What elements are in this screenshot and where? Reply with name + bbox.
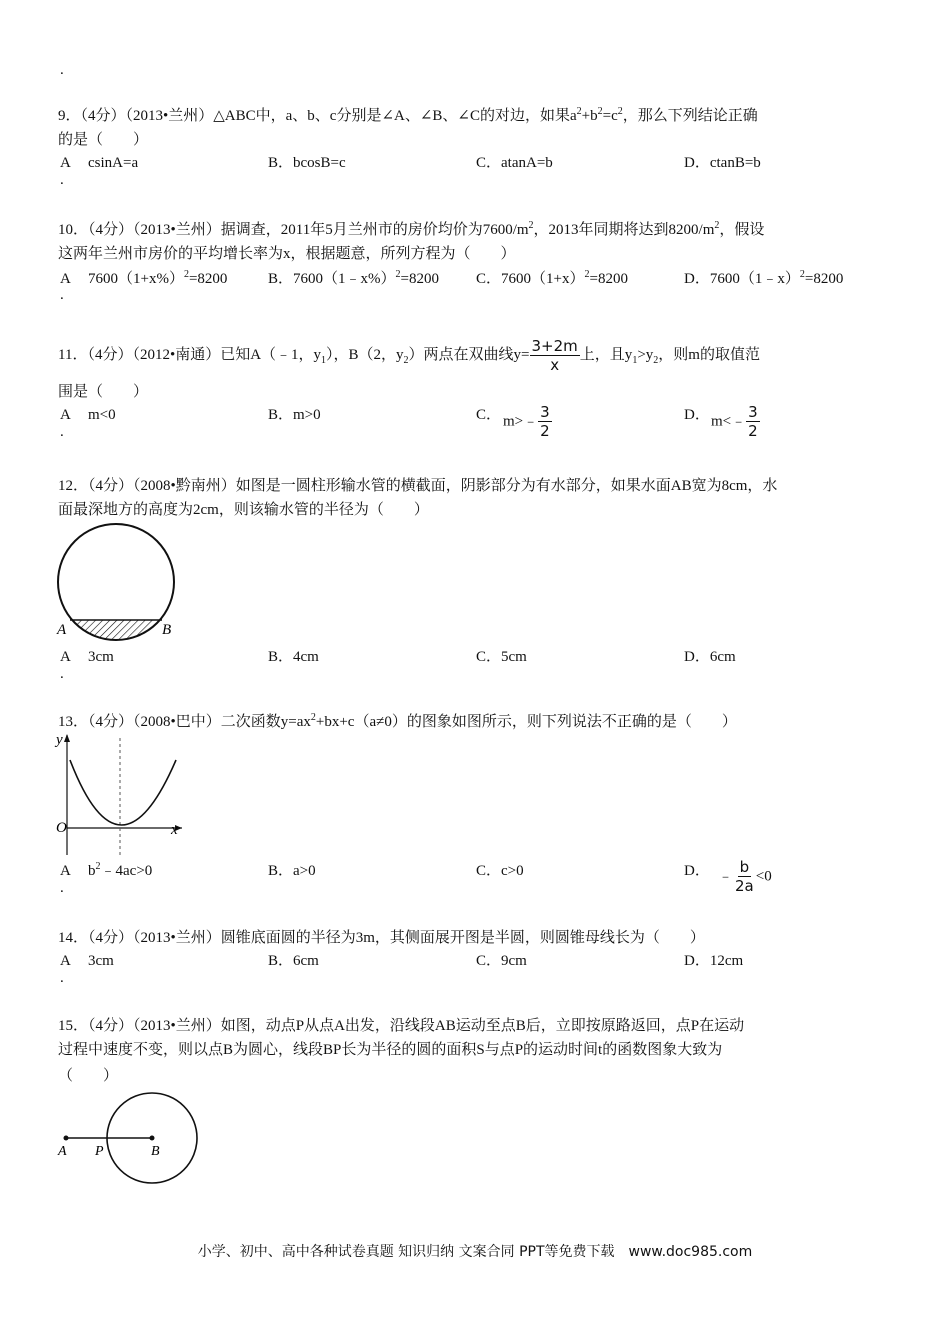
- q10-option-c[interactable]: C．$7600(1+x)^2=8200$: [476, 269, 628, 287]
- q12-fig-label-b: B: [162, 622, 172, 638]
- q10-line2: 这两年兰州市房价的平均增长率为x，根据题意，所列方程为（ ）: [58, 246, 516, 262]
- q11-line2: 围是（ ）: [58, 384, 149, 400]
- q10-option-d[interactable]: D．7600（1﹣x）$^2$=8200: [684, 269, 844, 287]
- q15-line3: （ ）: [58, 1068, 119, 1084]
- q10-option-b[interactable]: B．7600（1﹣x%）$^2$=8200: [268, 269, 439, 287]
- q13-option-c[interactable]: C．c>0: [476, 863, 524, 879]
- q15-circle-figure: [52, 1090, 202, 1190]
- q9-option-b[interactable]: B．bcosB=c: [268, 155, 346, 171]
- q13-parabola-figure: [52, 730, 192, 860]
- q15-line2: 过程中速度不变，则以点B为圆心，线段BP长为半径的圆的面积S与点P的运动时间t的函数图象大致为: [58, 1042, 723, 1058]
- q13-fig-label-o: O: [56, 820, 67, 836]
- q9-line2: 的是（ ）: [58, 132, 149, 148]
- q10-option-a[interactable]: A $7600(1+x\%)^2=8200$: [60, 269, 228, 287]
- q11-option-c[interactable]: C．: [476, 407, 502, 423]
- q9-option-c[interactable]: C．atanA=b: [476, 155, 553, 171]
- q12-option-d[interactable]: D．6cm: [684, 649, 736, 665]
- q14-option-b[interactable]: B．6cm: [268, 953, 319, 969]
- q13-fig-label-y: y: [56, 732, 63, 748]
- q12-dot: .: [60, 666, 64, 682]
- q11-line1: 11．（4分）（2012•南通）已知A（﹣1，$y_1$），B（2，$y_2$）两点在双曲线y= $\frac{3+2m}{x}$ 上，且$y_1>y_2$，则m的取值范: [58, 337, 760, 375]
- q12-option-c[interactable]: C．5cm: [476, 649, 527, 665]
- q15-fig-label-a: A: [58, 1144, 67, 1159]
- q10-line1: 10．（4分）（2013•兰州）据调查，2011年5月兰州市的房价均价为$7600/m^2$，2013年同期将达到$8200/m^2$，假设: [58, 220, 765, 238]
- footer-promo[interactable]: 小学、初中、高中各种试卷真题 知识归纳 文案合同 PPT等免费下载 www.doc985.com: [197, 1244, 753, 1260]
- q11-option-a[interactable]: A m<0: [60, 407, 116, 423]
- top-dot: .: [60, 62, 64, 78]
- q13-option-b[interactable]: B．a>0: [268, 863, 316, 879]
- q14-option-c[interactable]: C．9cm: [476, 953, 527, 969]
- q13-dot: .: [60, 880, 64, 896]
- q12-line1: 12．（4分）（2008•黔南州）如图是一圆柱形输水管的横截面，阴影部分为有水部分，如果水面AB宽为8cm，水: [58, 478, 778, 494]
- q15-line1: 15．（4分）（2013•兰州）如图，动点P从点A出发，沿线段AB运动至点B后，立即按原路返回，点P在运动: [58, 1018, 745, 1034]
- q12-fig-label-a: A: [57, 622, 67, 638]
- q9-option-a[interactable]: A csinA=a: [60, 155, 139, 171]
- q9-dot: .: [60, 172, 64, 188]
- q11-hyperbola-fraction: $\frac{3+2m}{x}$: [531, 337, 578, 375]
- q12-option-b[interactable]: B．4cm: [268, 649, 319, 665]
- q9-line1: 9．（4分）（2013•兰州）△ABC中，a、b、c分别是∠A、∠B、∠C的对边，如果$a^2+b^2=c^2$，那么下列结论正确: [58, 106, 758, 124]
- q13-option-a[interactable]: A $b^2﹣4ac>0$: [60, 861, 153, 879]
- q13-option-d[interactable]: D．: [684, 863, 710, 879]
- q12-line2: 面最深地方的高度为2cm，则该输水管的半径为（ ）: [58, 502, 429, 518]
- q13-option-d-value: ﹣ $\frac{b}{2a}$ <0: [718, 858, 772, 895]
- q10-dot: .: [60, 287, 64, 303]
- q14-dot: .: [60, 970, 64, 986]
- q11-option-d[interactable]: D．: [684, 407, 710, 423]
- q14-option-a[interactable]: A 3cm: [60, 953, 114, 969]
- q11-option-d-value: m<﹣ $\frac{3}{2}$: [711, 403, 758, 440]
- q13-line1: 13．（4分）（2008•巴中）二次函数$y=ax^2+bx+c(a\ne 0)$的图象如图所示，则下列说法不正确的是（ ）: [58, 712, 737, 730]
- q11-option-c-value: m>﹣ $\frac{3}{2}$: [503, 403, 550, 440]
- q11-option-b[interactable]: B．m>0: [268, 407, 321, 423]
- q9-option-d[interactable]: D．ctanB=b: [684, 155, 761, 171]
- q14-line1: 14．（4分）（2013•兰州）圆锥底面圆的半径为3m，其侧面展开图是半圆，则圆锥母线长为（ ）: [58, 930, 705, 946]
- q13-fig-label-x: x: [171, 822, 178, 838]
- q12-option-a[interactable]: A 3cm: [60, 649, 114, 665]
- q12-pipe-figure: [52, 522, 182, 642]
- q14-option-d[interactable]: D．12cm: [684, 953, 744, 969]
- q11-dot: .: [60, 424, 64, 440]
- q15-fig-label-b: B: [151, 1144, 160, 1159]
- q15-fig-label-p: P: [95, 1144, 104, 1159]
